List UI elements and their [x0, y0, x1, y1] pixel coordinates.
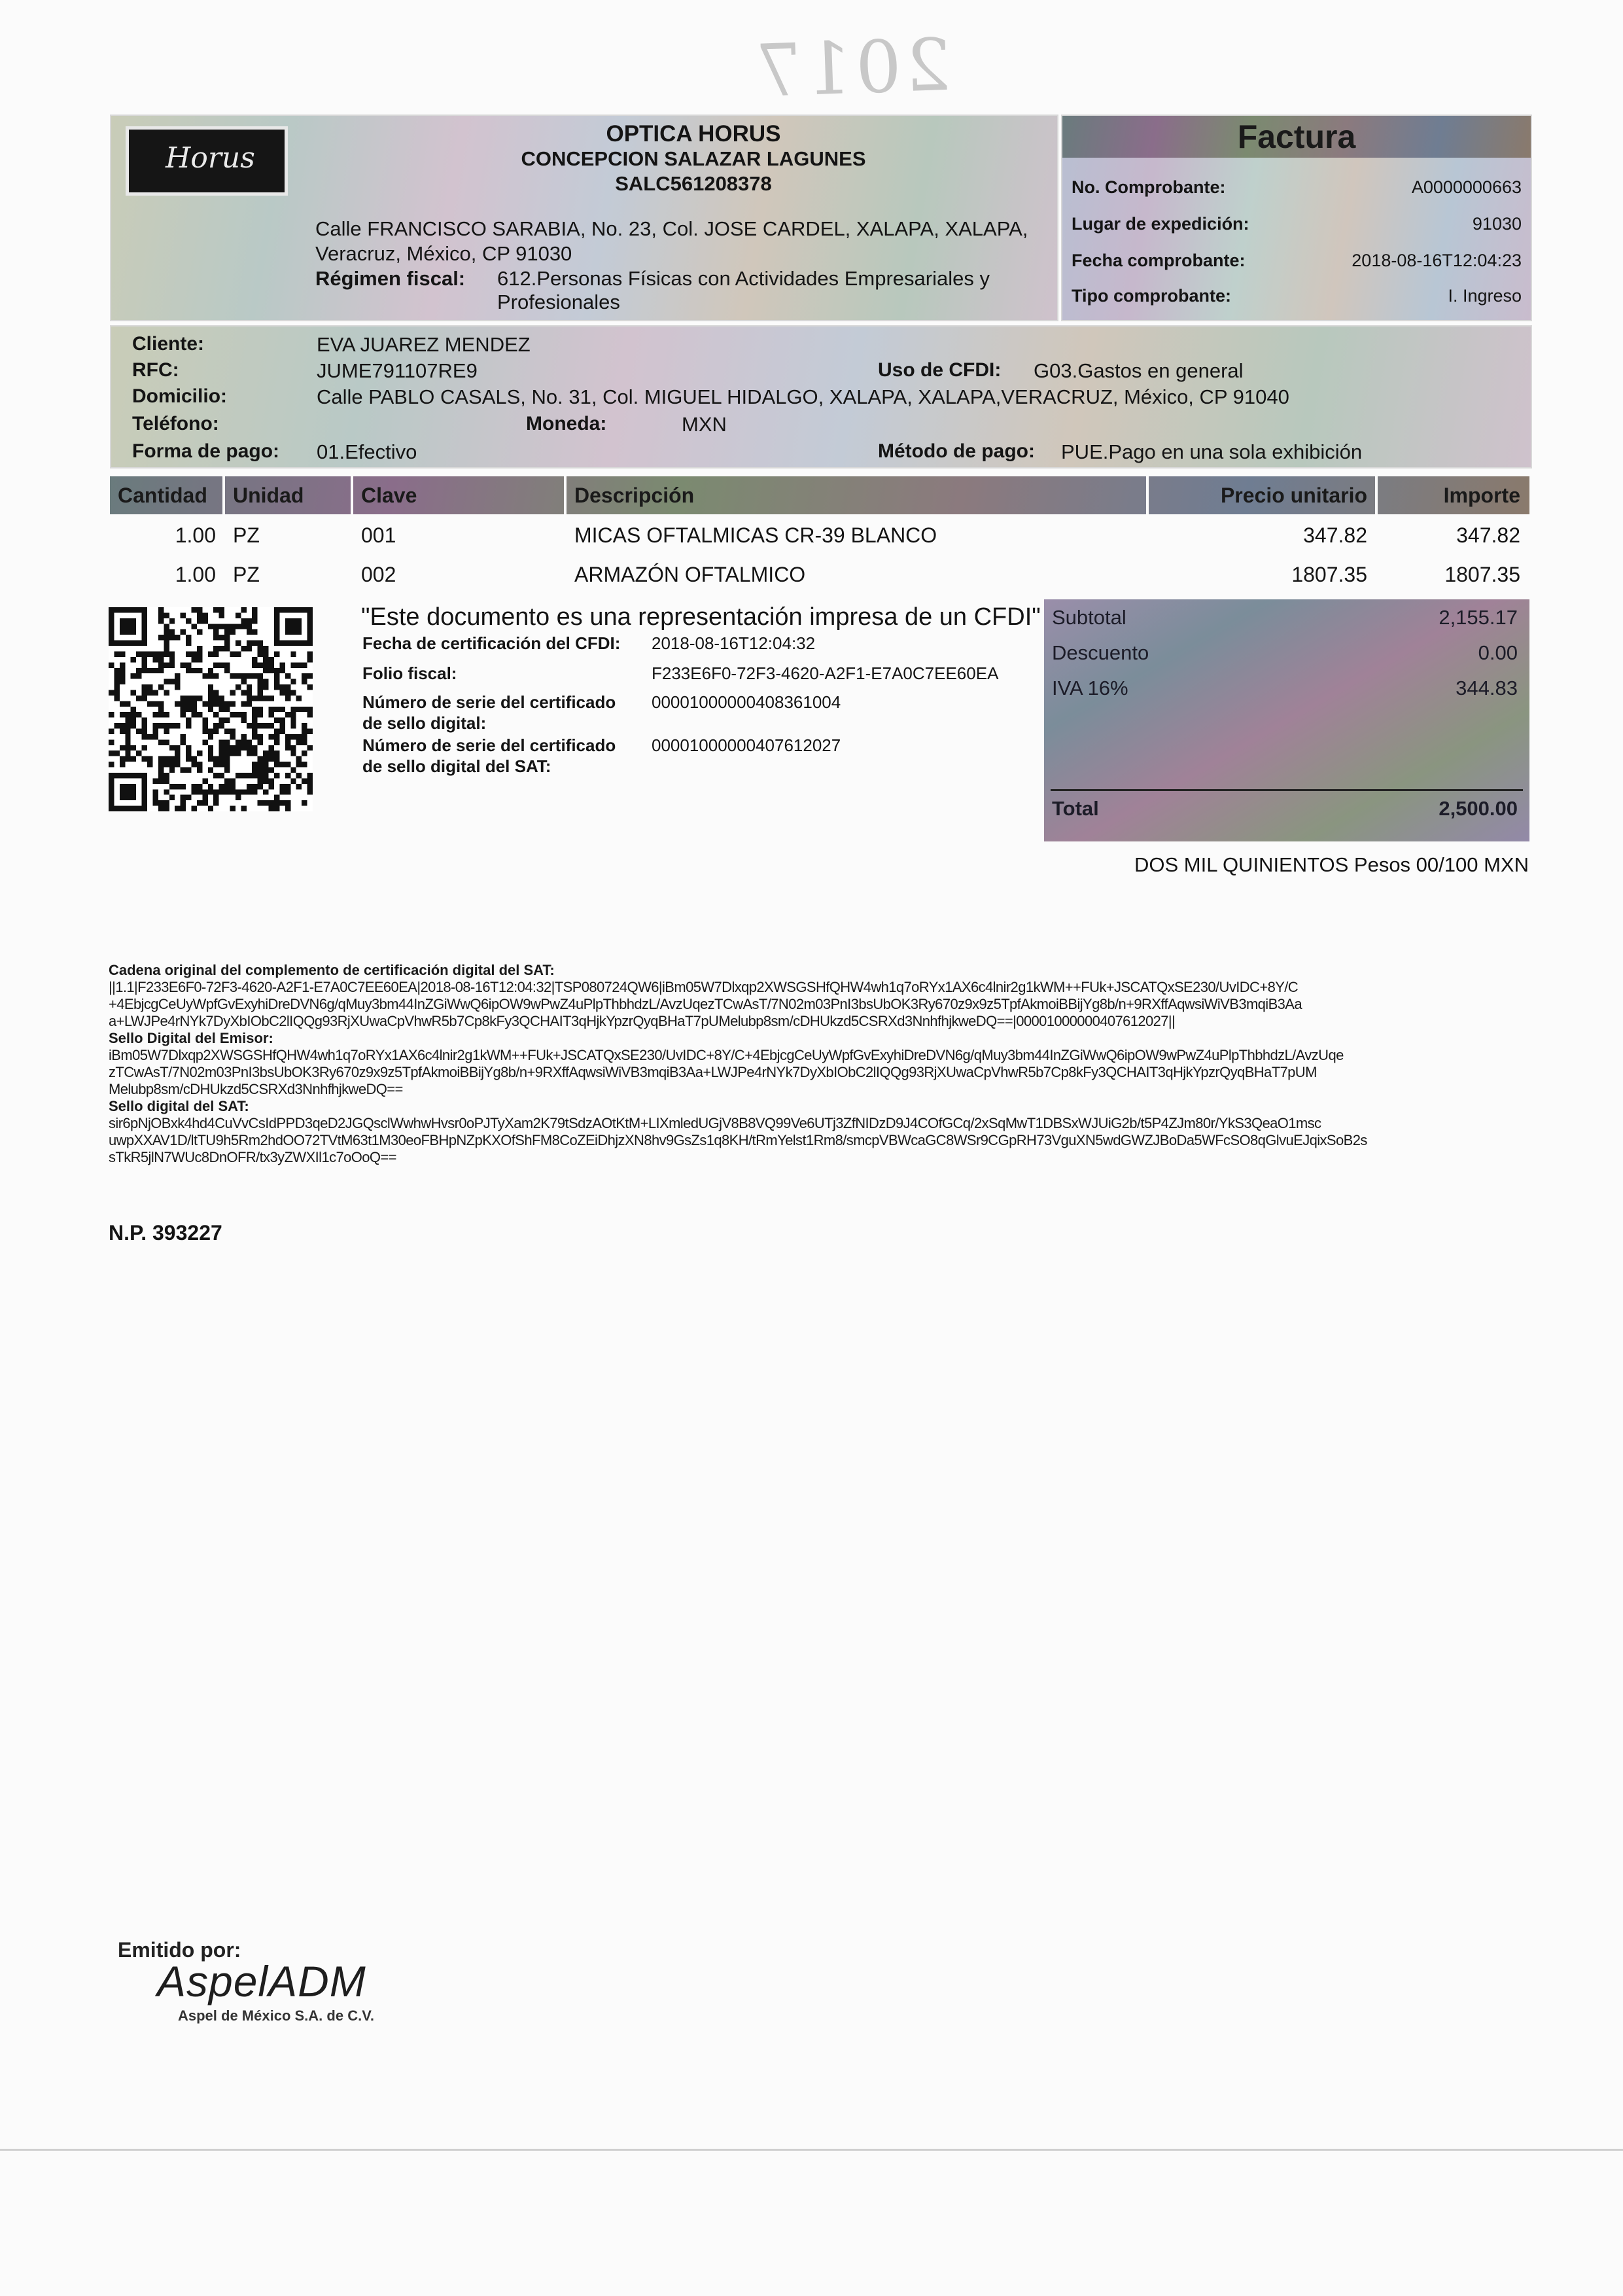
uso-cfdi-label: Uso de CFDI: [878, 359, 1002, 381]
descuento-label: Descuento [1052, 641, 1149, 664]
total-divider [1051, 789, 1523, 791]
col-descripcion: Descripción [574, 484, 695, 507]
folio-label: Folio fiscal: [362, 663, 457, 683]
table-cell: 347.82 [1456, 523, 1520, 547]
moneda-value: MXN [682, 413, 727, 436]
cfdi-statement: "Este documento es una representación impresa de un CFDI" [361, 603, 1041, 631]
table-cell: ARMAZÓN OFTALMICO [574, 563, 806, 586]
domicilio-label: Domicilio: [132, 385, 228, 407]
col-unidad: Unidad [233, 484, 304, 507]
handwritten-year: 2017 [750, 22, 953, 114]
table-cell: PZ [233, 563, 260, 586]
fecha-cert-label: Fecha de certificación del CFDI: [362, 633, 621, 653]
serie-label-1: Número de serie del certificado [362, 692, 616, 712]
serie-sat-label-1: Número de serie del certificado [362, 735, 616, 755]
total-in-words: DOS MIL QUINIENTOS Pesos 00/100 MXN [1134, 853, 1529, 876]
seal-label: Sello Digital del Emisor: [109, 1030, 273, 1046]
invoice-row-value: 2018-08-16T12:04:23 [1352, 251, 1522, 270]
invoice-row-value: 91030 [1472, 214, 1522, 234]
table-cell: 1.00 [175, 563, 216, 586]
folio-value: F233E6F0-72F3-4620-A2F1-E7A0C7EE60EA [652, 663, 999, 683]
invoice-row-label: Lugar de expedición: [1072, 214, 1249, 234]
forma-pago-label: Forma de pago: [132, 440, 280, 462]
uso-cfdi-value: G03.Gastos en general [1034, 359, 1244, 382]
seal-line: a+LWJPe4rNYk7DyXbIObC2lIQQg93RjXUwaCpVhwR5b7Cp8kFy3QCHAIT3qHjkYpzrQyqBHaT7pUMelubp8sm/cDHUkzd5CSRXd3NnhfhjkweDQ==|00001000000407612027|| [109, 1013, 1176, 1029]
seal-line: ||1.1|F233E6F0-72F3-4620-A2F1-E7A0C7EE60EA|2018-08-16T12:04:32|TSP080724QW6|iBm05W7Dlxqp2XWSGSHfQHW4wh1q7oRYx1AX6c4lnir2g1kWM++FUk+JSCATQxSE230/UvIDC+8Y/C [109, 979, 1299, 995]
serie-value: 00001000000408361004 [652, 692, 841, 712]
invoice-row-label: Tipo comprobante: [1072, 286, 1232, 306]
seal-line: +4EbjcgCeUyWpfGvExyhiDreDVN6g/qMuy3bm44InZGiWwQ6ipOW9wPwZ4uPlpThbhdzL/AvzUqezTCwAsT/7N02m03PnI3bsUbOK3Ry670z9x9z5TpfAkmoiBBijYg8b/n+9RXffAqwsiWiVB3mqiB3Aa [109, 996, 1302, 1012]
subtotal-label: Subtotal [1052, 606, 1126, 629]
table-cell: PZ [233, 523, 260, 547]
totals-box [1044, 599, 1529, 841]
table-cell: 1807.35 [1444, 563, 1520, 586]
invoice-title-bar [1062, 116, 1531, 158]
table-cell: 1.00 [175, 523, 216, 547]
seal-line: uwpXXAV1D/ltTU9h5Rm2hdOO72TVtM63t1M30eoFBHpNZpKXOfShFM8CoZEiDhjzXN8hv9GsZs1q8KH/tRmYelst1Rm8/smcpVBWcaGC8WSr9CGpRH73VguXN5wdGWZJBoDa5WFcSO8qGlvuEJqixSoB2s [109, 1132, 1367, 1148]
seal-line: sir6pNjOBxk4hd4CuVvCsIdPPD3qeD2JGQsclWwhwHvsr0oPJTyXam2K79tSdzAOtKtM+LIXmledUGjV8B8VQ99Ve6UTj3ZfNIDzD9J4COfGCq/2xSqMwT1DBSxWJUiG2b/t5P4ZJm80r/YkS3QeaO1msc [109, 1115, 1321, 1131]
issuer-rfc: SALC561208378 [615, 172, 772, 195]
seal-label: Sello digital del SAT: [109, 1098, 249, 1114]
seal-line: iBm05W7Dlxqp2XWSGSHfQHW4wh1q7oRYx1AX6c4lnir2g1kWM++FUk+JSCATQxSE230/UvIDC+8Y/C+4EbjcgCeUyWpfGvExyhiDreDVN6g/qMuy3bm44InZGiWwQ6ipOW9wPwZ4uPlpThbhdzL/AvzUqe [109, 1047, 1344, 1063]
iva-value: 344.83 [1456, 677, 1518, 699]
rfc-value: JUME791107RE9 [317, 359, 478, 382]
rfc-label: RFC: [132, 359, 179, 381]
logo-text: Horus [166, 141, 255, 175]
invoice-box [1061, 115, 1532, 321]
items-header [110, 476, 1529, 514]
aspel-company: Aspel de México S.A. de C.V. [178, 2007, 374, 2024]
table-cell: 001 [361, 523, 396, 547]
invoice-title: Factura [1237, 118, 1356, 155]
iva-label: IVA 16% [1052, 677, 1128, 699]
invoice-row-value: I. Ingreso [1448, 286, 1522, 306]
subtotal-value: 2,155.17 [1439, 606, 1518, 629]
seal-line: Melubp8sm/cDHUkzd5CSRXd3NnhfhjkweDQ== [109, 1081, 403, 1097]
issuer-address-2: Veracruz, México, CP 91030 [315, 242, 572, 265]
total-label: Total [1052, 797, 1099, 820]
regimen-label: Régimen fiscal: [315, 267, 466, 290]
issuer-name: OPTICA HORUS [606, 121, 781, 147]
invoice-row-value: A0000000663 [1411, 177, 1522, 197]
emitido-label: Emitido por: [118, 1938, 241, 1962]
qr-code [109, 607, 313, 811]
descuento-value: 0.00 [1478, 641, 1518, 664]
regimen-value-2: Profesionales [497, 291, 620, 313]
issuer-owner: CONCEPCION SALAZAR LAGUNES [521, 147, 866, 170]
np-number: N.P. 393227 [109, 1221, 222, 1245]
domicilio-value: Calle PABLO CASALS, No. 31, Col. MIGUEL HIDALGO, XALAPA, XALAPA,VERACRUZ, México, CP 91040 [317, 385, 1289, 408]
issuer-box [110, 115, 1058, 321]
table-cell: MICAS OFTALMICAS CR-39 BLANCO [574, 523, 937, 547]
seal-label: Cadena original del complemento de certificación digital del SAT: [109, 962, 555, 978]
serie-sat-value: 00001000000407612027 [652, 735, 841, 755]
issuer-address-1: Calle FRANCISCO SARABIA, No. 23, Col. JOSE CARDEL, XALAPA, XALAPA, [315, 217, 1028, 240]
metodo-pago-label: Método de pago: [878, 440, 1035, 462]
seal-line: sTkR5jlN7WUc8DnOFR/tx3yZWXIl1c7oOoQ== [109, 1149, 396, 1165]
client-box [110, 325, 1532, 468]
cliente-value: EVA JUAREZ MENDEZ [317, 333, 531, 356]
cliente-label: Cliente: [132, 333, 205, 355]
table-cell: 1807.35 [1291, 563, 1367, 586]
col-clave: Clave [361, 484, 417, 507]
serie-sat-label-2: de sello digital del SAT: [362, 756, 551, 776]
col-importe: Importe [1443, 484, 1520, 507]
regimen-value-1: 612.Personas Físicas con Actividades Empresariales y [497, 267, 990, 290]
col-cantidad: Cantidad [118, 484, 207, 507]
serie-label-2: de sello digital: [362, 713, 487, 733]
page-bottom-edge [0, 2149, 1623, 2151]
telefono-label: Teléfono: [132, 413, 219, 434]
metodo-pago-value: PUE.Pago en una sola exhibición [1061, 440, 1363, 463]
invoice-row-label: Fecha comprobante: [1072, 251, 1246, 270]
seal-line: zTCwAsT/7N02m03PnI3bsUbOK3Ry670z9x9z5TpfAkmoiBBijYg8b/n+9RXffAqwsiWiVB3mqiB3Aa+LWJPe4rNYk7DyXbIObC2lIQQg93RjXUwaCpVhwR5b7Cp8kFy3QCHAIT3qHjkYpzrQyqBHaT7pUM [109, 1064, 1317, 1080]
seals-section [109, 962, 1535, 1166]
logo [126, 126, 288, 196]
table-cell: 347.82 [1303, 523, 1367, 547]
fecha-cert-value: 2018-08-16T12:04:32 [652, 633, 816, 653]
moneda-label: Moneda: [526, 413, 607, 434]
table-cell: 002 [361, 563, 396, 586]
total-value: 2,500.00 [1439, 797, 1518, 820]
forma-pago-value: 01.Efectivo [317, 440, 417, 463]
col-precio: Precio unitario [1220, 484, 1367, 507]
invoice-row-label: No. Comprobante: [1072, 177, 1226, 197]
aspel-brand: AspelADM [157, 1957, 366, 2005]
